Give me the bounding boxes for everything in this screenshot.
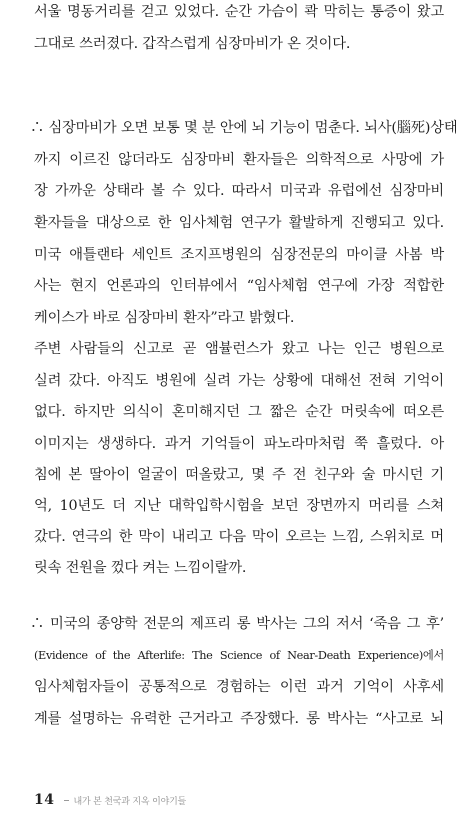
text-line: 사는 현지 언론과의 인터뷰에서 “임사체험 연구에 가장 적합한 — [34, 278, 444, 294]
text-line: 그대로 쓰러졌다. 갑작스럽게 심장마비가 온 것이다. — [34, 36, 351, 52]
page-number: 14 — [34, 792, 55, 808]
text-line: 침에 본 딸아이 얼굴이 떠올랐고, 몇 주 전 친구와 술 마시던 기 — [34, 467, 444, 483]
text-line: 억, 10년도 더 지난 대학입학시험을 보던 장면까지 머리를 스쳐 — [34, 498, 444, 514]
text-line: (Evidence of the Afterlife: The Science of Near-Death Experience)에서 — [34, 649, 444, 662]
text-line: 실려 갔다. 아직도 병원에 실려 가는 상황에 대해선 전혀 기억이 — [34, 373, 444, 389]
text-line: 없다. 하지만 의식이 혼미해지던 그 짧은 순간 머릿속에 떠오른 — [34, 404, 444, 420]
text-line: 케이스가 바로 심장마비 환자”라고 밝혔다. — [34, 310, 295, 326]
running-title: 내가 본 천국과 지옥 이야기들 — [73, 796, 187, 807]
text-line: 환자들을 대상으로 한 임사체험 연구가 활발하게 진행되고 있다. — [34, 215, 444, 231]
text-line: 까지 이르진 않더라도 심장마비 환자들은 의학적으로 사망에 가 — [34, 152, 444, 168]
text-line: 릿속 전원을 껐다 켜는 느낌이랄까. — [34, 560, 247, 576]
text-line: 갔다. 연극의 한 막이 내리고 다음 막이 오르는 느낌, 스위치로 머 — [34, 529, 444, 545]
text-line: 미국 애틀랜타 세인트 조지프병원의 심장전문의 마이클 사봄 박 — [34, 247, 444, 263]
text-line: 계를 설명하는 유력한 근거라고 주장했다. 롱 박사는 “사고로 뇌 — [34, 711, 444, 727]
footer-divider — [64, 800, 69, 801]
page-footer — [34, 790, 186, 810]
text-line: 주변 사람들의 신고로 곧 앰뷸런스가 왔고 나는 인근 병원으로 — [34, 341, 444, 357]
text-line: 임사체험자들이 공통적으로 경험하는 이런 과거 기억이 사후세 — [34, 679, 444, 695]
text-line: 장 가까운 상태라 볼 수 있다. 따라서 미국과 유럽에선 심장마비 — [34, 183, 444, 199]
text-line: ∴ 미국의 종양학 전문의 제프리 롱 박사는 그의 저서 ‘죽음 그 후’ — [30, 616, 444, 632]
text-line: 이미지는 생생하다. 과거 기억들이 파노라마처럼 쭉 흘렀다. 아 — [34, 436, 444, 452]
text-line: 서울 명동거리를 걷고 있었다. 순간 가슴이 콱 막히는 통증이 왔고 — [34, 4, 444, 20]
text-line: ∴ 심장마비가 오면 보통 몇 분 안에 뇌 기능이 멈춘다. 뇌사(腦死)상태 — [30, 120, 458, 136]
